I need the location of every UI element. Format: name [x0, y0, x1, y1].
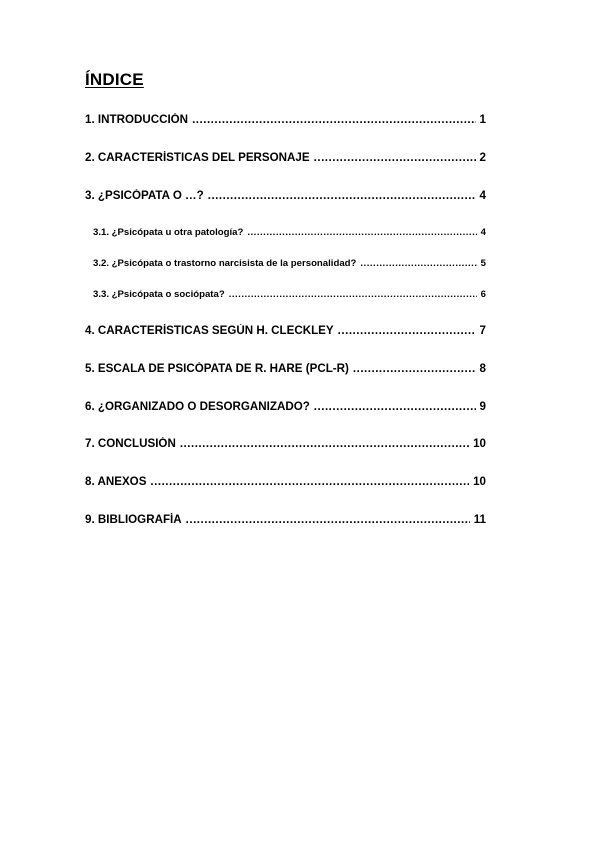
toc-leader-dots — [314, 400, 476, 413]
toc-subentry[interactable] — [93, 289, 486, 300]
toc-entry-label: 8. ANEXOS — [85, 475, 147, 488]
toc-entry-label: 3.1. ¿Psicópata u otra patología? — [93, 227, 244, 238]
toc-entry[interactable] — [85, 189, 486, 202]
toc-page-number: 4 — [480, 227, 486, 238]
toc-entry-label: 2. CARACTERÍSTICAS DEL PERSONAJE — [85, 151, 310, 164]
toc-entry-label: 6. ¿ORGANIZADO O DESORGANIZADO? — [85, 400, 310, 413]
toc-page-number: 11 — [473, 513, 486, 526]
toc-subentry[interactable] — [93, 227, 486, 238]
toc-leader-dots — [314, 151, 476, 164]
toc-entry-label: 9. BIBLIOGRAFÍA — [85, 513, 182, 526]
toc-leader-dots — [208, 189, 476, 202]
toc-page-number: 10 — [473, 475, 486, 488]
toc-page-number: 4 — [479, 189, 486, 202]
toc-page-number: 1 — [479, 113, 486, 126]
toc-leader-dots — [247, 227, 476, 238]
page-title: ÍNDICE — [85, 70, 144, 89]
toc-entry[interactable] — [85, 324, 486, 337]
toc-entry[interactable] — [85, 362, 486, 375]
toc-entry[interactable] — [85, 475, 486, 488]
toc-leader-dots — [353, 362, 476, 375]
toc-entry[interactable] — [85, 151, 486, 164]
toc-page-number: 7 — [479, 324, 486, 337]
toc-entry[interactable] — [85, 400, 486, 413]
toc-leader-dots — [150, 475, 469, 488]
toc-entry[interactable] — [85, 513, 486, 526]
toc-entry-label: 1. INTRODUCCIÓN — [85, 113, 189, 126]
toc-page-number: 6 — [480, 289, 486, 300]
toc-entry-label: 4. CARACTERÍSTICAS SEGÚN H. CLECKLEY — [85, 324, 334, 337]
toc-entry[interactable] — [85, 437, 486, 450]
toc-leader-dots — [186, 513, 470, 526]
toc-entry-label: 3. ¿PSICÓPATA O …? — [85, 189, 204, 202]
toc-entry[interactable] — [85, 113, 486, 126]
toc-leader-dots — [338, 324, 476, 337]
toc-subentry[interactable] — [93, 258, 486, 269]
toc-entry-label: 3.2. ¿Psicópata o trastorno narcisista de la personalidad? — [93, 258, 357, 269]
toc-leader-dots — [360, 258, 476, 269]
toc-page-number: 5 — [480, 258, 486, 269]
toc-leader-dots — [180, 437, 469, 450]
toc-page-number: 10 — [473, 437, 486, 450]
toc-entry-label: 5. ESCALA DE PSICÓPATA DE R. HARE (PCL-R) — [85, 362, 349, 375]
toc-leader-dots — [192, 113, 475, 126]
toc-leader-dots — [229, 289, 477, 300]
toc-page-number: 8 — [479, 362, 486, 375]
toc-page-number: 2 — [479, 151, 486, 164]
toc-entry-label: 7. CONCLUSIÓN — [85, 437, 176, 450]
toc-page-number: 9 — [479, 400, 486, 413]
toc-entry-label: 3.3. ¿Psicópata o sociópata? — [93, 289, 225, 300]
